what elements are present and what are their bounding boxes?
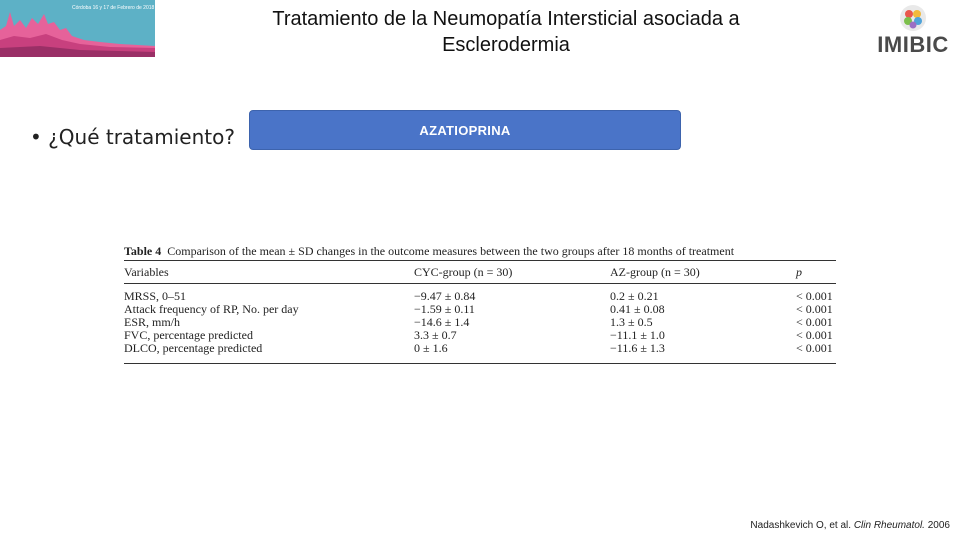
cell-p: < 0.001 bbox=[796, 328, 833, 342]
cell-variable: MRSS, 0–51 bbox=[124, 289, 187, 303]
table-label: Table 4 bbox=[124, 244, 162, 258]
results-table bbox=[124, 242, 836, 364]
header-cyc: CYC-group (n = 30) bbox=[414, 265, 513, 279]
table-caption bbox=[124, 242, 836, 260]
cell-p: < 0.001 bbox=[796, 302, 833, 316]
cell-cyc: −14.6 ± 1.4 bbox=[414, 315, 470, 329]
bullet-text: ¿Qué tratamiento? bbox=[48, 125, 235, 149]
cell-cyc: −1.59 ± 0.11 bbox=[414, 302, 475, 316]
header-az: AZ-group (n = 30) bbox=[610, 265, 700, 279]
cell-az: −11.6 ± 1.3 bbox=[610, 341, 665, 355]
imibic-logo bbox=[868, 2, 958, 56]
cell-cyc: 3.3 ± 0.7 bbox=[414, 328, 457, 342]
table-row bbox=[124, 303, 836, 316]
cell-variable: DLCO, percentage predicted bbox=[124, 341, 263, 355]
cell-az: −11.1 ± 1.0 bbox=[610, 328, 665, 342]
slide-title bbox=[200, 6, 812, 58]
event-banner bbox=[0, 0, 155, 57]
title-line-1: Tratamiento de la Neumopatía Intersticial asociada a bbox=[272, 8, 740, 30]
cell-az: 0.41 ± 0.08 bbox=[610, 302, 665, 316]
cell-cyc: 0 ± 1.6 bbox=[414, 341, 448, 355]
cell-variable: Attack frequency of RP, No. per day bbox=[124, 302, 299, 316]
header-variables: Variables bbox=[124, 265, 169, 279]
bullet-marker: • bbox=[30, 125, 42, 149]
cell-variable: FVC, percentage predicted bbox=[124, 328, 253, 342]
cell-cyc: −9.47 ± 0.84 bbox=[414, 289, 476, 303]
cell-az: 0.2 ± 0.21 bbox=[610, 289, 659, 303]
table-caption-text: Comparison of the mean ± SD changes in the outcome measures between the two groups after 18 months of treatment bbox=[167, 244, 735, 258]
logo-emblem-icon bbox=[868, 2, 958, 36]
citation-authors: Nadashkevich O, et al. bbox=[750, 520, 852, 531]
logo-text: IMIBIC bbox=[877, 32, 949, 57]
drug-label: AZATIOPRINA bbox=[419, 123, 511, 138]
cell-variable: ESR, mm/h bbox=[124, 315, 181, 329]
header-p: p bbox=[796, 265, 802, 279]
citation bbox=[750, 520, 950, 531]
title-line-2: Esclerodermia bbox=[442, 34, 570, 56]
drug-box bbox=[249, 110, 681, 150]
banner-caption: Córdoba 16 y 17 de Febrero de 2018 bbox=[72, 5, 155, 11]
table-header-row bbox=[124, 261, 836, 283]
cell-p: < 0.001 bbox=[796, 341, 833, 355]
cell-p: < 0.001 bbox=[796, 315, 833, 329]
citation-journal: Clin Rheumatol. bbox=[853, 520, 925, 531]
citation-year: 2006 bbox=[927, 520, 950, 531]
cell-p: < 0.001 bbox=[796, 289, 833, 303]
table-row bbox=[124, 342, 836, 355]
cell-az: 1.3 ± 0.5 bbox=[610, 315, 653, 329]
bullet-question bbox=[30, 125, 235, 149]
table-bottom-rule bbox=[124, 363, 836, 364]
